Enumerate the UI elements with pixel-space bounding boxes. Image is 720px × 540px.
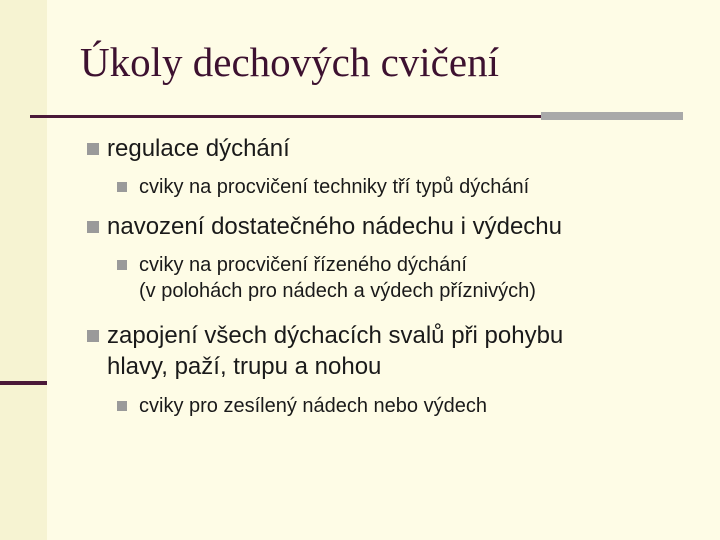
square-bullet-icon [117, 260, 127, 270]
title-divider [30, 115, 542, 118]
square-bullet-icon [87, 143, 99, 155]
bullet-line: zapojení všech dýchacích svalů při pohybu [107, 322, 564, 349]
bullet-text [107, 320, 563, 382]
bullet-item-2 [87, 211, 562, 242]
square-bullet-icon [117, 401, 127, 411]
square-bullet-icon [117, 182, 127, 192]
bullet-line: hlavy, paží, trupu a nohou [107, 353, 382, 380]
sub-bullet-text: cviky na procvičení techniky tří typů dýchání [139, 176, 530, 198]
square-bullet-icon [87, 330, 99, 342]
title-divider-accent [541, 112, 683, 120]
sub-bullet-line: (v polohách pro nádech a výdech příznivých) [139, 280, 536, 302]
left-accent-bar [0, 381, 47, 385]
bullet-text: navození dostatečného nádechu i výdechu [107, 213, 563, 240]
sub-bullet-item-3-1 [117, 393, 487, 419]
square-bullet-icon [87, 221, 99, 233]
bullet-item-3 [87, 320, 563, 382]
sub-bullet-item-1-1 [117, 174, 529, 200]
sub-bullet-text: cviky pro zesílený nádech nebo výdech [139, 395, 487, 417]
sub-bullet-item-2-1 [117, 252, 536, 304]
sub-bullet-line: cviky na procvičení řízeného dýchání [139, 254, 467, 276]
sub-bullet-text [139, 252, 536, 304]
slide-title: Úkoly dechových cvičení [80, 39, 499, 85]
left-decor-band [0, 0, 47, 540]
bullet-text: regulace dýchání [107, 135, 290, 162]
bullet-item-1 [87, 133, 290, 164]
